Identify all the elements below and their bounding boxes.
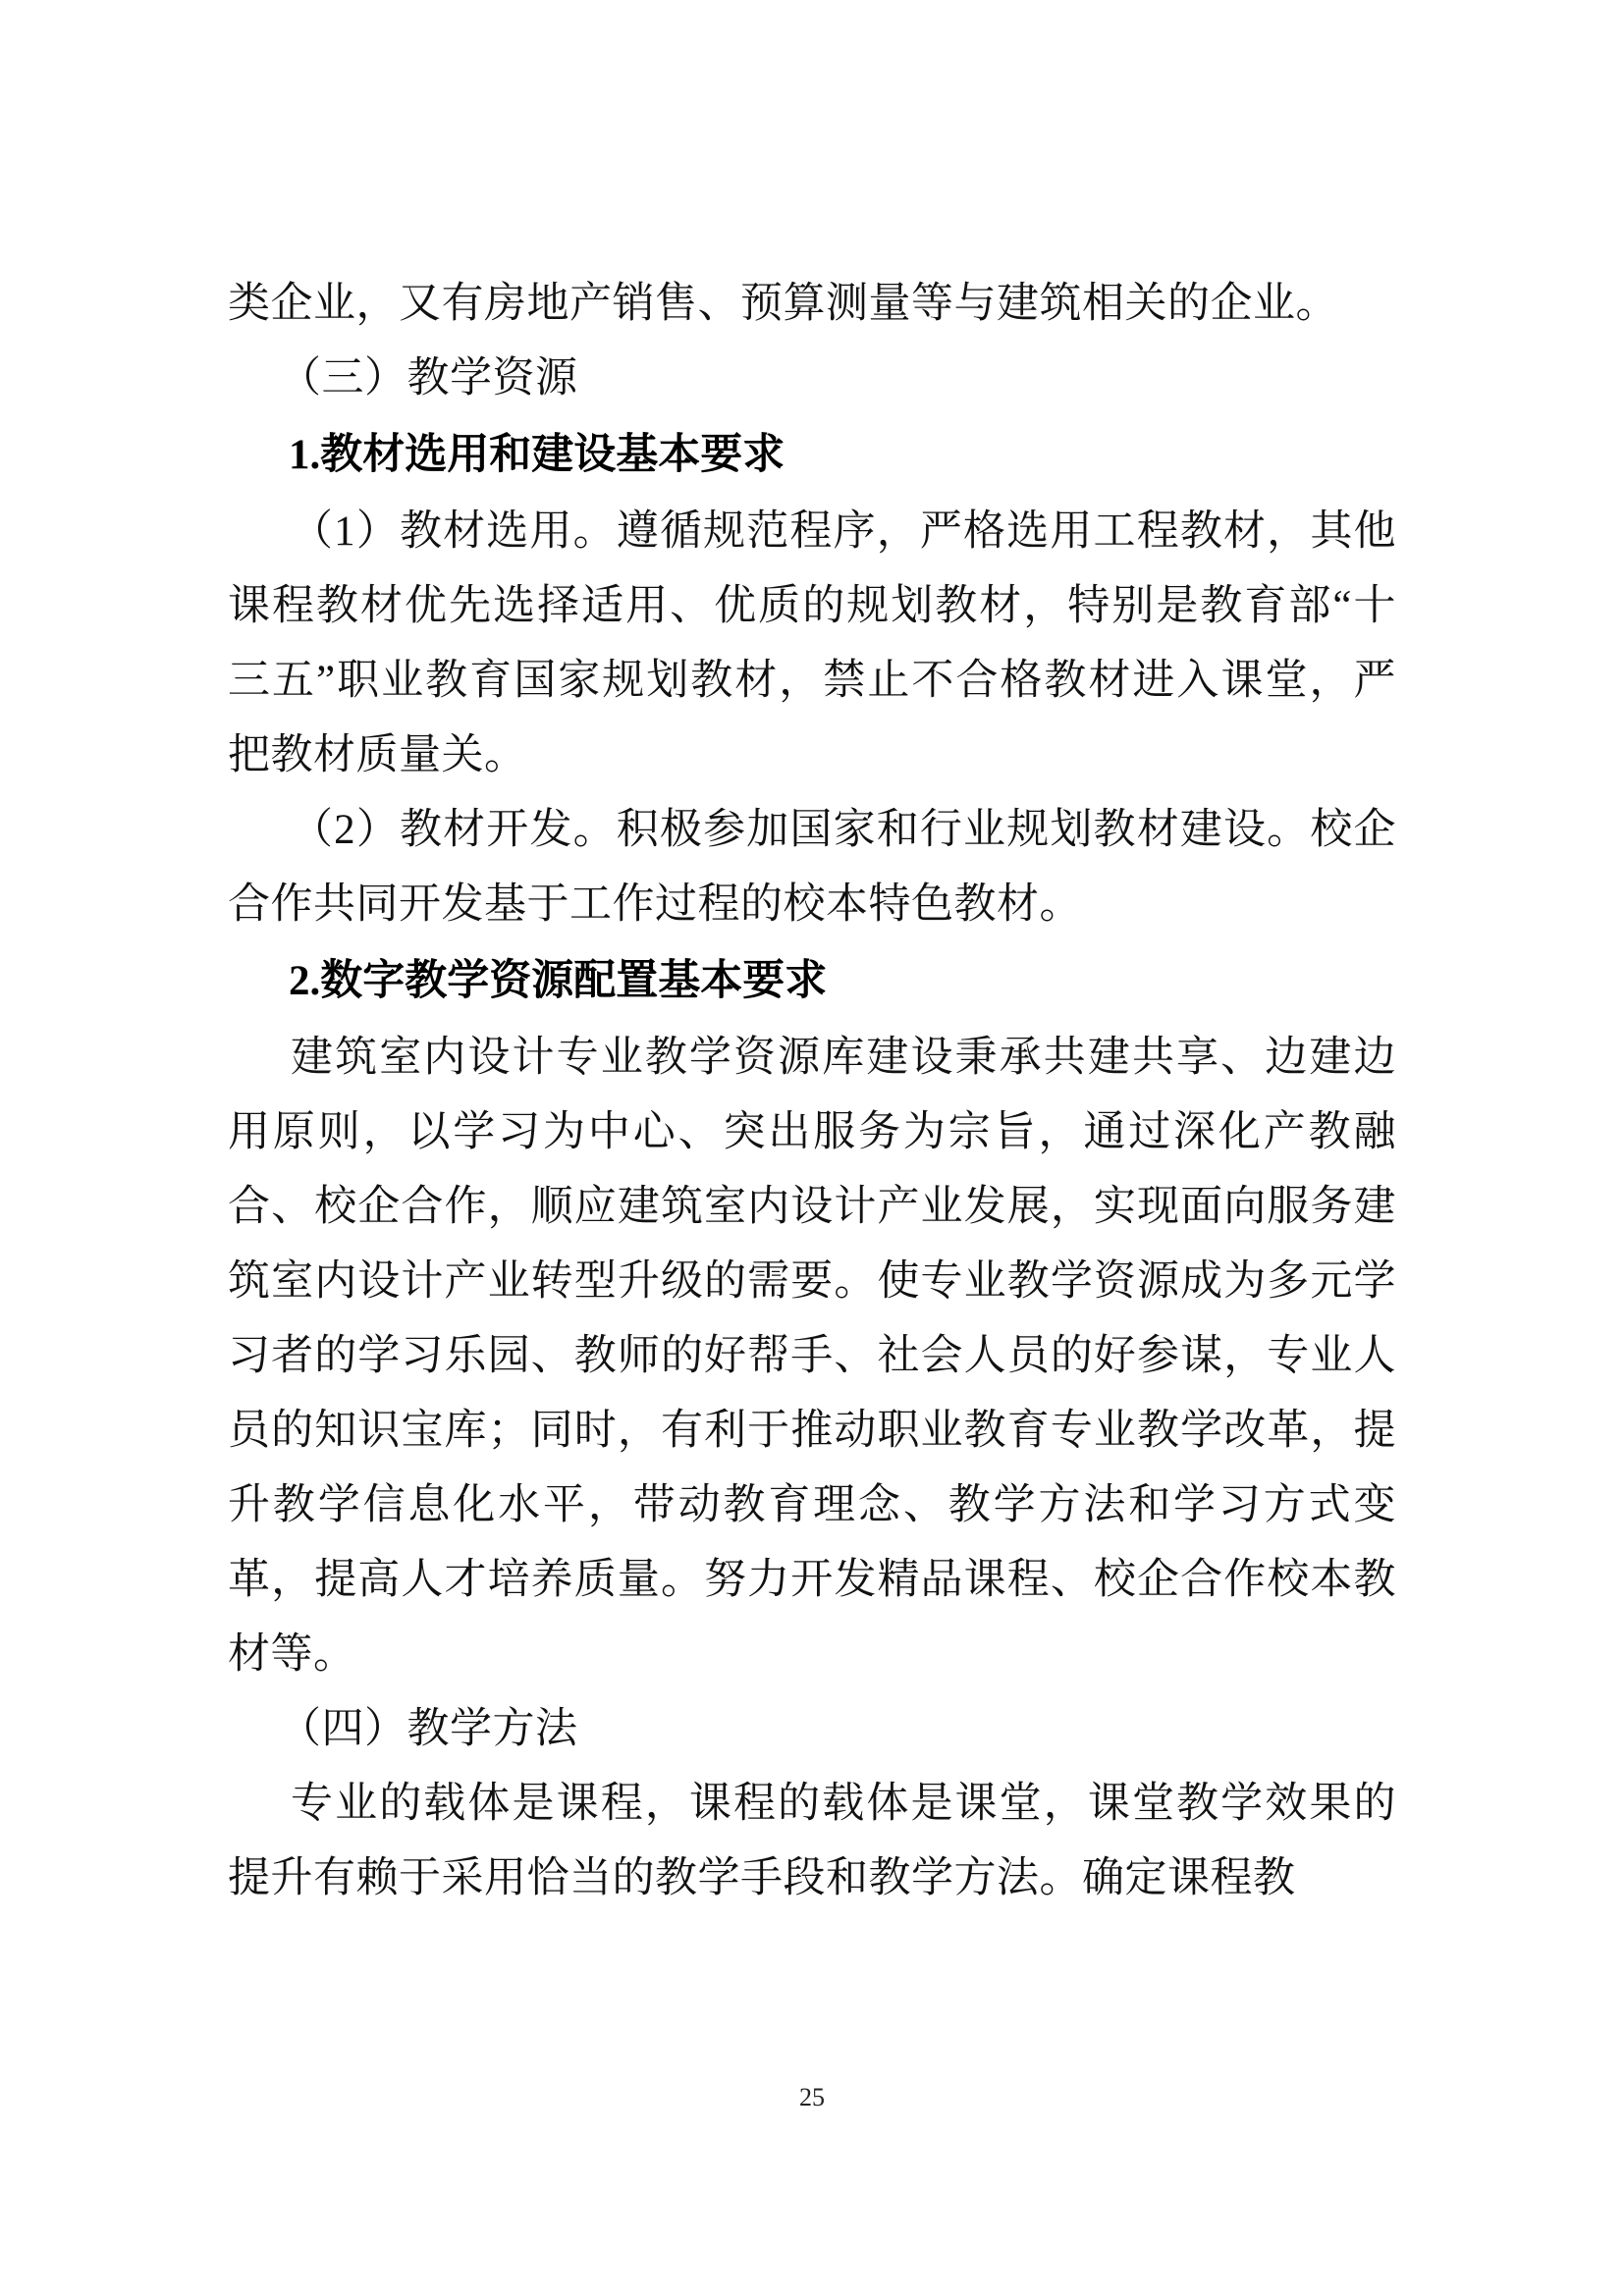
- section-heading-teaching-resources: （三）教学资源: [279, 355, 578, 401]
- paragraph-teaching-methods-body: 专业的载体是课程，课程的载体是课堂，课堂教学效果的提升有赖于采用恰当的教学手段和教学方法。确定课程教: [228, 1781, 1396, 1901]
- paragraph-textbook-development: （2）教材开发。积极参加国家和行业规划教材建设。校企合作共同开发基于工作过程的校本特色教材。: [228, 807, 1396, 928]
- paragraph-digital-resource-body: 建筑室内设计专业教学资源库建设秉承共建共享、边建边用原则，以学习为中心、突出服务为宗旨，通过深化产教融合、校企合作，顺应建筑室内设计产业发展，实现面向服务建筑室内设计产业转型升级的需要。使专业教学资源成为多元学习者的学习乐园、教师的好帮手、社会人员的好参谋，专业人员的知识宝库；同时，有利于推动职业教育专业教学改革，提升教学信息化水平，带动教育理念、教学方法和学习方式变革，提高人才培养质量。努力开发精品课程、校企合作校本教材等。: [228, 1035, 1396, 1678]
- page-number: 25: [799, 2083, 825, 2111]
- paragraph-textbook-selection: （1）教材选用。遵循规范程序，严格选用工程教材，其他课程教材优先选择适用、优质的规划教材，特别是教育部“十三五”职业教育国家规划教材，禁止不合格教材进入课堂，严把教材质量关。: [228, 508, 1396, 778]
- paragraph-enterprises-continuation: 类企业，又有房地产销售、预算测量等与建筑相关的企业。: [228, 281, 1338, 327]
- subheading-digital-resource-requirements: 2.数字教学资源配置基本要求: [289, 958, 828, 1004]
- section-heading-teaching-methods: （四）教学方法: [279, 1706, 578, 1752]
- subheading-textbook-requirements: 1.教材选用和建设基本要求: [289, 432, 785, 478]
- page-body: [228, 267, 1396, 1916]
